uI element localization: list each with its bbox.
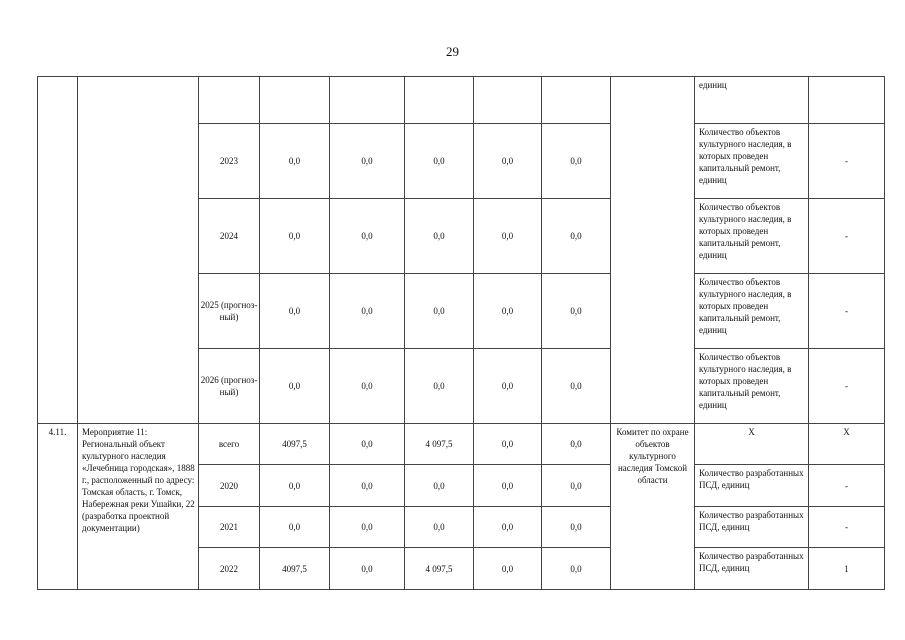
- year-cell: всего: [199, 424, 260, 465]
- indicator-cell: Количество разработанных ПСД, единиц: [695, 465, 809, 507]
- year-cell: 2025 (прогноз-ный): [199, 274, 260, 349]
- value-cell: 0,0: [405, 199, 474, 274]
- description-cell-empty: [78, 77, 199, 424]
- value-cell: 0,0: [405, 465, 474, 507]
- target-cell: 1: [809, 548, 885, 590]
- value-cell: 0,0: [405, 274, 474, 349]
- value-cell: 0,0: [474, 199, 542, 274]
- target-cell: -: [809, 274, 885, 349]
- indicator-cell: Количество объектов культурного наследия, в которых проведен капитальный ремонт, единиц: [695, 349, 809, 424]
- value-cell: 0,0: [542, 124, 611, 199]
- value-cell: 4 097,5: [405, 548, 474, 590]
- value-cell: 0,0: [542, 424, 611, 465]
- value-cell: 0,0: [260, 124, 330, 199]
- value-cell: 4 097,5: [405, 424, 474, 465]
- indicator-cell: Количество объектов культурного наследия, в которых проведен капитальный ремонт, единиц: [695, 274, 809, 349]
- indicator-cell: Количество объектов культурного наследия, в которых проведен капитальный ремонт, единиц: [695, 124, 809, 199]
- program-activities-table: [37, 76, 885, 590]
- year-cell: 2020: [199, 465, 260, 507]
- value-cell: 0,0: [474, 465, 542, 507]
- year-cell-empty: [199, 77, 260, 124]
- target-cell: -: [809, 349, 885, 424]
- value-cell: 0,0: [542, 274, 611, 349]
- indicator-cell: единиц: [695, 77, 809, 124]
- value-cell: 0,0: [330, 548, 405, 590]
- indicator-cell: Количество разработанных ПСД, единиц: [695, 548, 809, 590]
- activity-description: Мероприятие 11: Региональный объект культурного наследия «Лечебница городская», 1888 г., расположенный по адресу: Томская область, г. Томск, Набережная реки Ушайки, 22 (разработка проектной документации): [78, 424, 199, 590]
- value-cell: 0,0: [405, 124, 474, 199]
- value-cell: 0,0: [405, 349, 474, 424]
- executor-cell: Комитет по охране объектов культурного наследия Томской области: [611, 424, 695, 590]
- indicator-cell: Х: [695, 424, 809, 465]
- target-cell: -: [809, 124, 885, 199]
- value-cell: 4097,5: [260, 424, 330, 465]
- value-cell: 0,0: [330, 124, 405, 199]
- value-cell: 0,0: [260, 274, 330, 349]
- year-cell: 2022: [199, 548, 260, 590]
- value-cell: 0,0: [474, 274, 542, 349]
- value-cell: 0,0: [260, 349, 330, 424]
- value-cell: 0,0: [260, 507, 330, 548]
- value-cell: 0,0: [330, 507, 405, 548]
- target-cell: Х: [809, 424, 885, 465]
- value-cell: 0,0: [542, 507, 611, 548]
- value-cell: 4097,5: [260, 548, 330, 590]
- indicator-cell: Количество объектов культурного наследия, в которых проведен капитальный ремонт, единиц: [695, 199, 809, 274]
- value-cell: 0,0: [330, 199, 405, 274]
- table-row: [38, 424, 885, 465]
- value-cell: 0,0: [330, 424, 405, 465]
- number-cell-empty: [38, 77, 78, 424]
- value-cell: 0,0: [405, 507, 474, 548]
- target-cell: -: [809, 199, 885, 274]
- year-cell: 2023: [199, 124, 260, 199]
- target-cell: -: [809, 507, 885, 548]
- value-cell: 0,0: [474, 548, 542, 590]
- value-cell: 0,0: [542, 548, 611, 590]
- value-cell: 0,0: [474, 424, 542, 465]
- year-cell: 2021: [199, 507, 260, 548]
- value-cell: 0,0: [330, 349, 405, 424]
- value-cell: 0,0: [260, 465, 330, 507]
- value-cell: 0,0: [542, 465, 611, 507]
- year-cell: 2024: [199, 199, 260, 274]
- value-cell: 0,0: [330, 274, 405, 349]
- value-cell: 0,0: [474, 124, 542, 199]
- value-cell: 0,0: [542, 199, 611, 274]
- target-cell: -: [809, 465, 885, 507]
- value-cell: 0,0: [542, 349, 611, 424]
- table-row-continued: [38, 77, 885, 124]
- value-cell: 0,0: [260, 199, 330, 274]
- value-cell: 0,0: [474, 349, 542, 424]
- executor-cell-empty: [611, 77, 695, 424]
- indicator-cell: Количество разработанных ПСД, единиц: [695, 507, 809, 548]
- year-cell: 2026 (прогноз-ный): [199, 349, 260, 424]
- page-number: 29: [446, 44, 459, 59]
- value-cell: 0,0: [330, 465, 405, 507]
- activity-number: 4.11.: [38, 424, 78, 590]
- value-cell: 0,0: [474, 507, 542, 548]
